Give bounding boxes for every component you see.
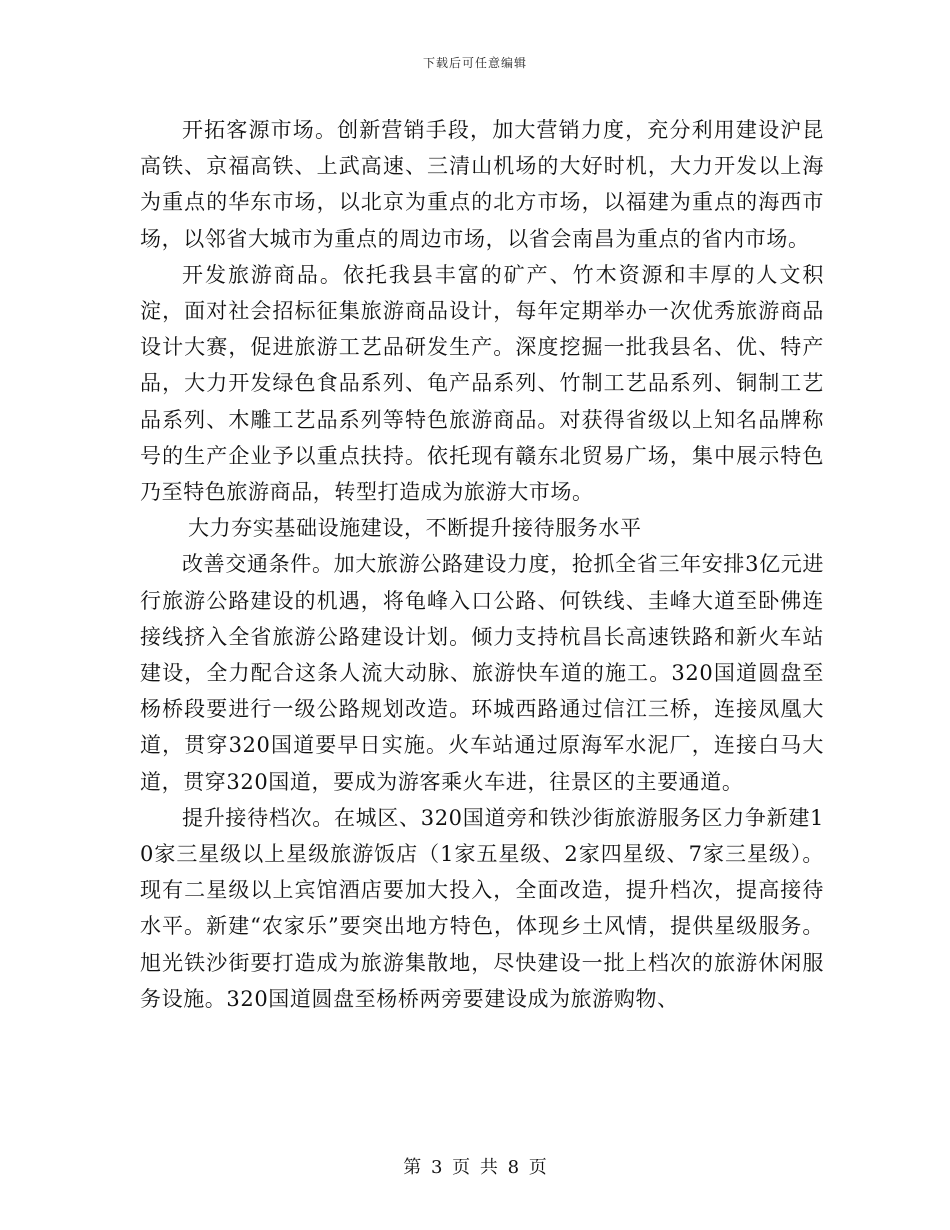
page-footer: 第 3 页 共 8 页 xyxy=(403,1157,547,1178)
paragraph-tourist-products: 开发旅游商品。依托我县丰富的矿产、竹木资源和丰厚的人文积淀，面对社会招标征集旅游商品设计，每年定期举办一次优秀旅游商品设计大赛，促进旅游工艺品研发生产。深度挖掘一批我县名、优、特产品，大力开发绿色食品系列、龟产品系列、竹制工艺品系列、铜制工艺品系列、木雕工艺品系列等特色旅游商品。对获得省级以上知名品牌称号的生产企业予以重点扶持。依托现有赣东北贸易广场，集中展示特色乃至特色旅游商品，转型打造成为旅游大市场。 xyxy=(140,262,824,505)
document-body xyxy=(140,112,824,1017)
page-header: 下载后可任意编辑 xyxy=(422,56,527,70)
section-heading-infrastructure: 大力夯实基础设施建设，不断提升接待服务水平 xyxy=(188,516,642,541)
paragraph-tourist-market: 开拓客源市场。创新营销手段，加大营销力度，充分利用建设沪昆高铁、京福高铁、上武高速、三清山机场的大好时机，大力开发以上海为重点的华东市场，以北京为重点的北方市场，以福建为重点的海西市场，以邻省大城市为重点的周边市场，以省会南昌为重点的省内市场。 xyxy=(140,118,824,251)
paragraph-transport: 改善交通条件。加大旅游公路建设力度，抢抓全省三年安排3亿元进行旅游公路建设的机遇，将龟峰入口公路、何铁线、圭峰大道至卧佛连接线挤入全省旅游公路建设计划。倾力支持杭昌长高速铁路和新火车站建设，全力配合这条人流大动脉、旅游快车道的施工。320国道圆盘至杨桥段要进行一级公路规划改造。环城西路通过信江三桥，连接凤凰大道，贯穿320国道要早日实施。火车站通过原海军水泥厂，连接白马大道，贯穿320国道，要成为游客乘火车进，往景区的主要通道。 xyxy=(140,552,824,794)
paragraph-reception: 提升接待档次。在城区、320国道旁和铁沙街旅游服务区力争新建10家三星级以上星级旅游饭店（1家五星级、2家四星级、7家三星级）。现有二星级以上宾馆酒店要加大投入，全面改造，提升档次，提高接待水平。新建“农家乐”要突出地方特色，体现乡土风情，提供星级服务。旭光铁沙街要打造成为旅游集散地，尽快建设一批上档次的旅游休闲服务设施。320国道圆盘至杨桥两旁要建设成为旅游购物、 xyxy=(140,805,824,1011)
